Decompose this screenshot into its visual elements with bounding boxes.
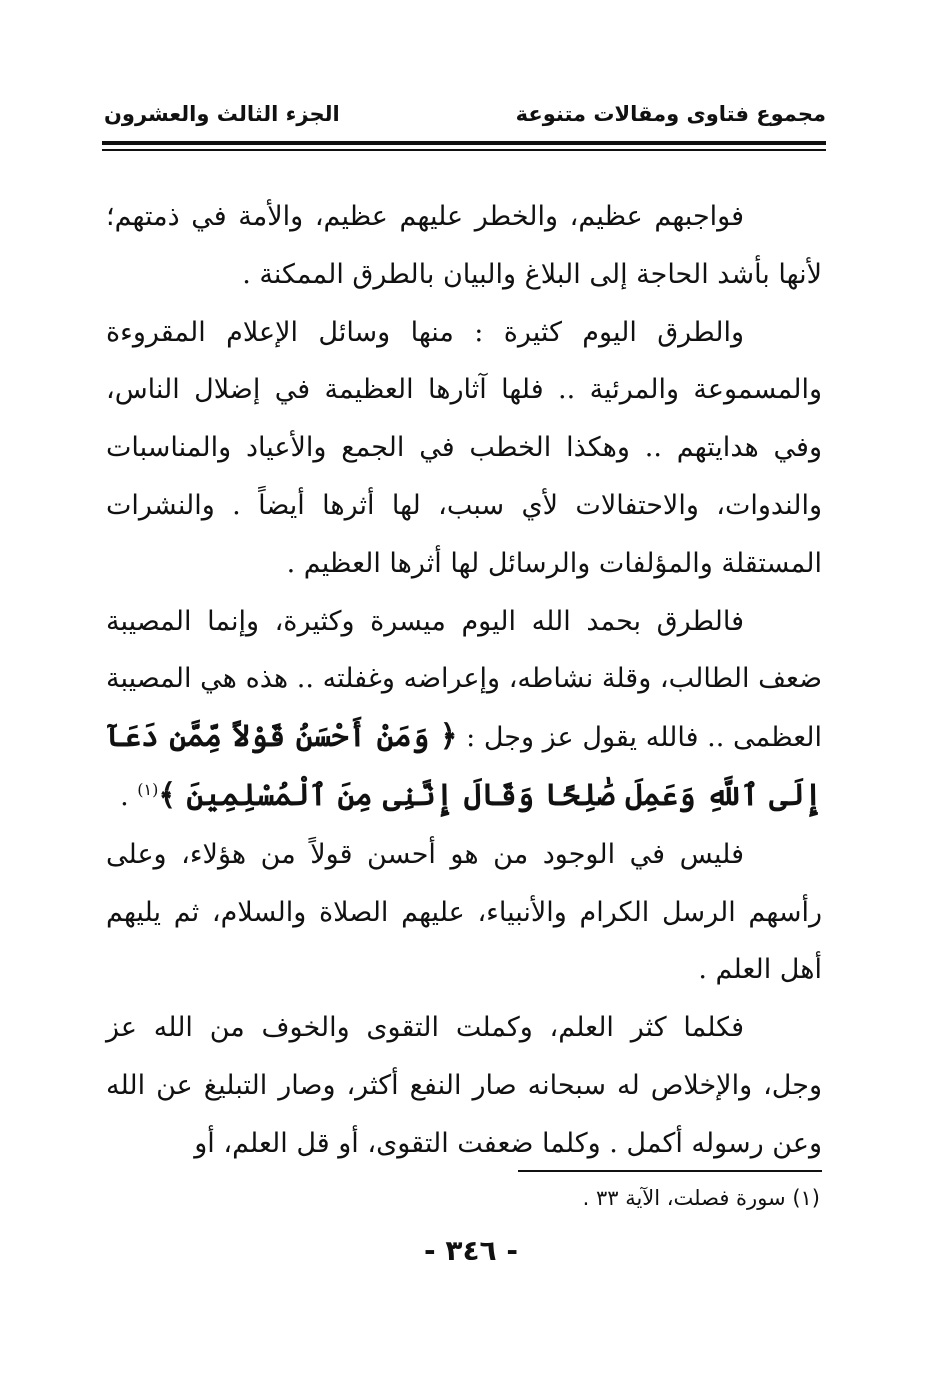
paragraph: فكلما كثر العلم، وكملت التقوى والخوف من الله عز وجل، والإخلاص له سبحانه صار النفع أكثر، وصار التبليغ عن الله وعن رسوله أكمل . وكلما ضعفت التقوى، أو قل العلم، أو [106,1012,822,1159]
body-text [106,188,822,1173]
paragraph: فليس في الوجود من هو أحسن قولاً من هؤلاء، وعلى رأسهم الرسل الكرام والأنبياء، عليهم الصلاة والسلام، ثم يليهم أهل العلم . [106,838,822,986]
volume-label: الجزء الثالث والعشرون [104,102,340,126]
running-header [104,96,826,132]
paragraph-with-verse [106,593,822,826]
paragraph: والطرق اليوم كثيرة : منها وسائل الإعلام المقروءة والمسموعة والمرئية .. فلها آثارها العظيمة في إضلال الناس، وفي هدايتهم .. وهكذا الخطب في الجمع والأعياد والمناسبات والندوات، والاحتفالات لأي سبب، لها أثرها أيضاً . والنشرات المستقلة والمؤلفات والرسائل لها أثرها العظيم . [106,316,822,579]
verse-intro: فالطرق بحمد الله اليوم ميسرة وكثيرة، وإنما المصيبة ضعف الطالب، وقلة نشاطه، وإعراضه وغفلته .. هذه هي المصيبة العظمى .. فالله يقول عز وجل : [106,605,822,754]
quran-verse: ﴿ وَمَنْ أَحْسَنُ قَوْلاً مِّمَّن دَعَآ إِلَى ٱللَّهِ وَعَمِلَ صَٰلِحًا وَقَالَ إِنَّنِى مِنَ ٱلْمُسْلِمِينَ ﴾ [106,719,822,813]
page-number: - ٣٤٦ - [423,1234,519,1267]
header-rule-thin [102,149,826,151]
paragraph: فواجبهم عظيم، والخطر عليهم عظيم، والأمة في ذمتهم؛ لأنها بأشد الحاجة إلى البلاغ والبيان بالطرق الممكنة . [106,201,822,290]
footnote: (١) سورة فصلت، الآية ٣٣ . [582,1186,820,1210]
book-title: مجموع فتاوى ومقالات متنوعة [515,102,826,126]
verse-end: . [120,780,129,812]
header-rule-thick [102,141,826,145]
footnote-separator [518,1170,822,1172]
footnote-reference[interactable]: (١) [137,779,159,799]
